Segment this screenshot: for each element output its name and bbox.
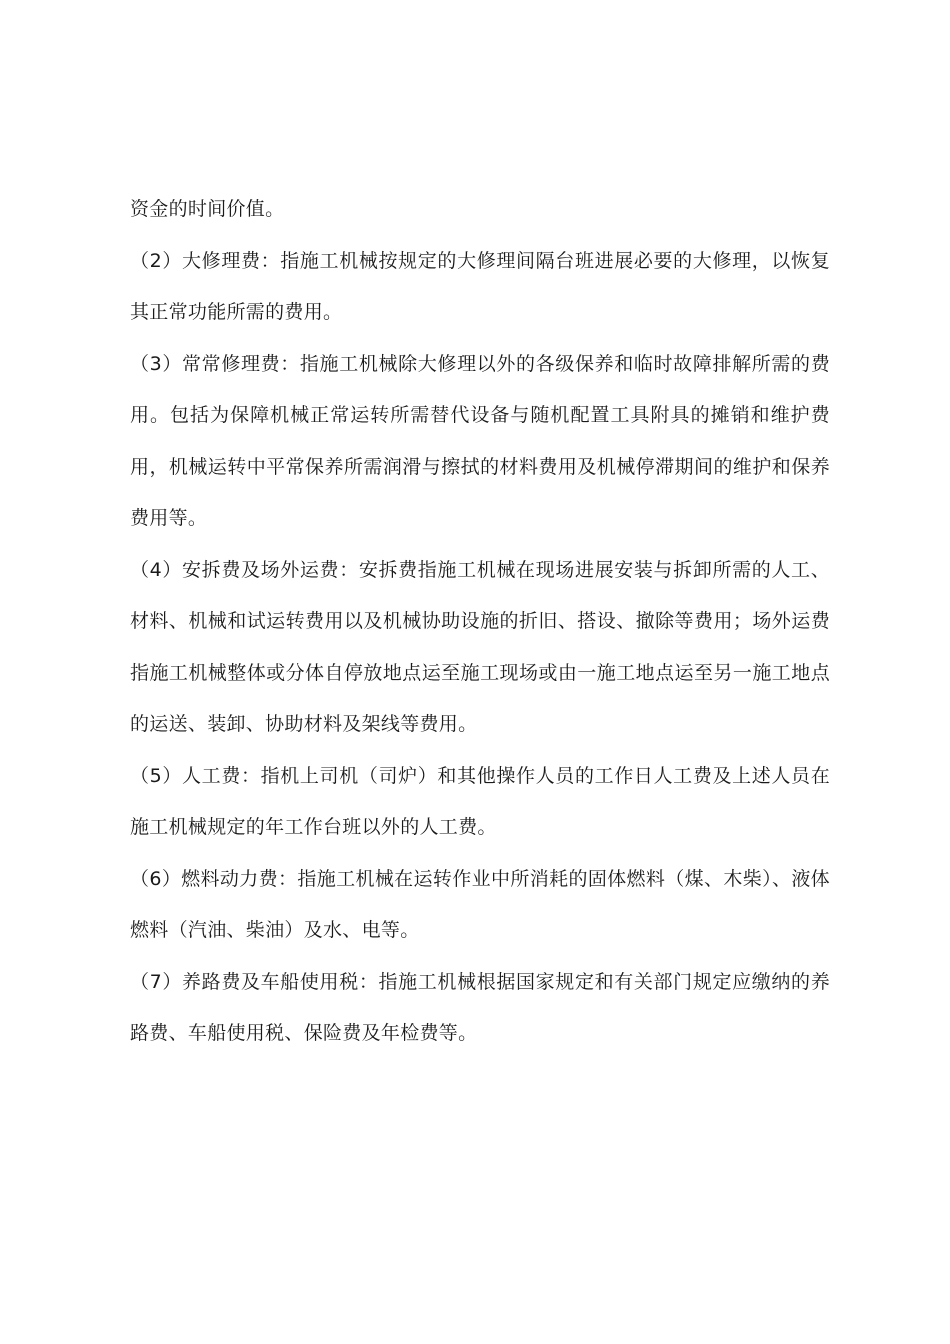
paragraph-routine-repair-fee: （3）常常修理费：指施工机械除大修理以外的各级保养和临时故障排解所需的费用。包括为保障机械正常运转所需替代设备与随机配置工具附具的摊销和维护费用，机械运转中平常保养所需润滑与擦拭的材料费用及机械停滞期间的维护和保养费用等。 (130, 352, 830, 529)
paragraph-continuation: 资金的时间价值。 (130, 198, 285, 220)
paragraph-fuel-power-fee: （6）燃料动力费：指施工机械在运转作业中所消耗的固体燃料（煤、木柴）、液体燃料（汽油、柴油）及水、电等。 (130, 867, 830, 941)
paragraph-road-vehicle-tax: （7）养路费及车船使用税：指施工机械根据国家规定和有关部门规定应缴纳的养路费、车船使用税、保险费及年检费等。 (130, 970, 830, 1044)
paragraph-major-repair-fee: （2）大修理费：指施工机械按规定的大修理间隔台班进展必要的大修理，以恢复其正常功能所需的费用。 (130, 249, 830, 323)
paragraph-labor-fee: （5）人工费：指机上司机（司炉）和其他操作人员的工作日人工费及上述人员在施工机械规定的年工作台班以外的人工费。 (130, 764, 830, 838)
paragraph-installation-transport-fee: （4）安拆费及场外运费：安拆费指施工机械在现场进展安装与拆卸所需的人工、材料、机械和试运转费用以及机械协助设施的折旧、搭设、撤除等费用；场外运费指施工机械整体或分体自停放地点运至施工现场或由一施工地点运至另一施工地点的运送、装卸、协助材料及架线等费用。 (130, 558, 830, 735)
document-body (130, 184, 830, 1060)
